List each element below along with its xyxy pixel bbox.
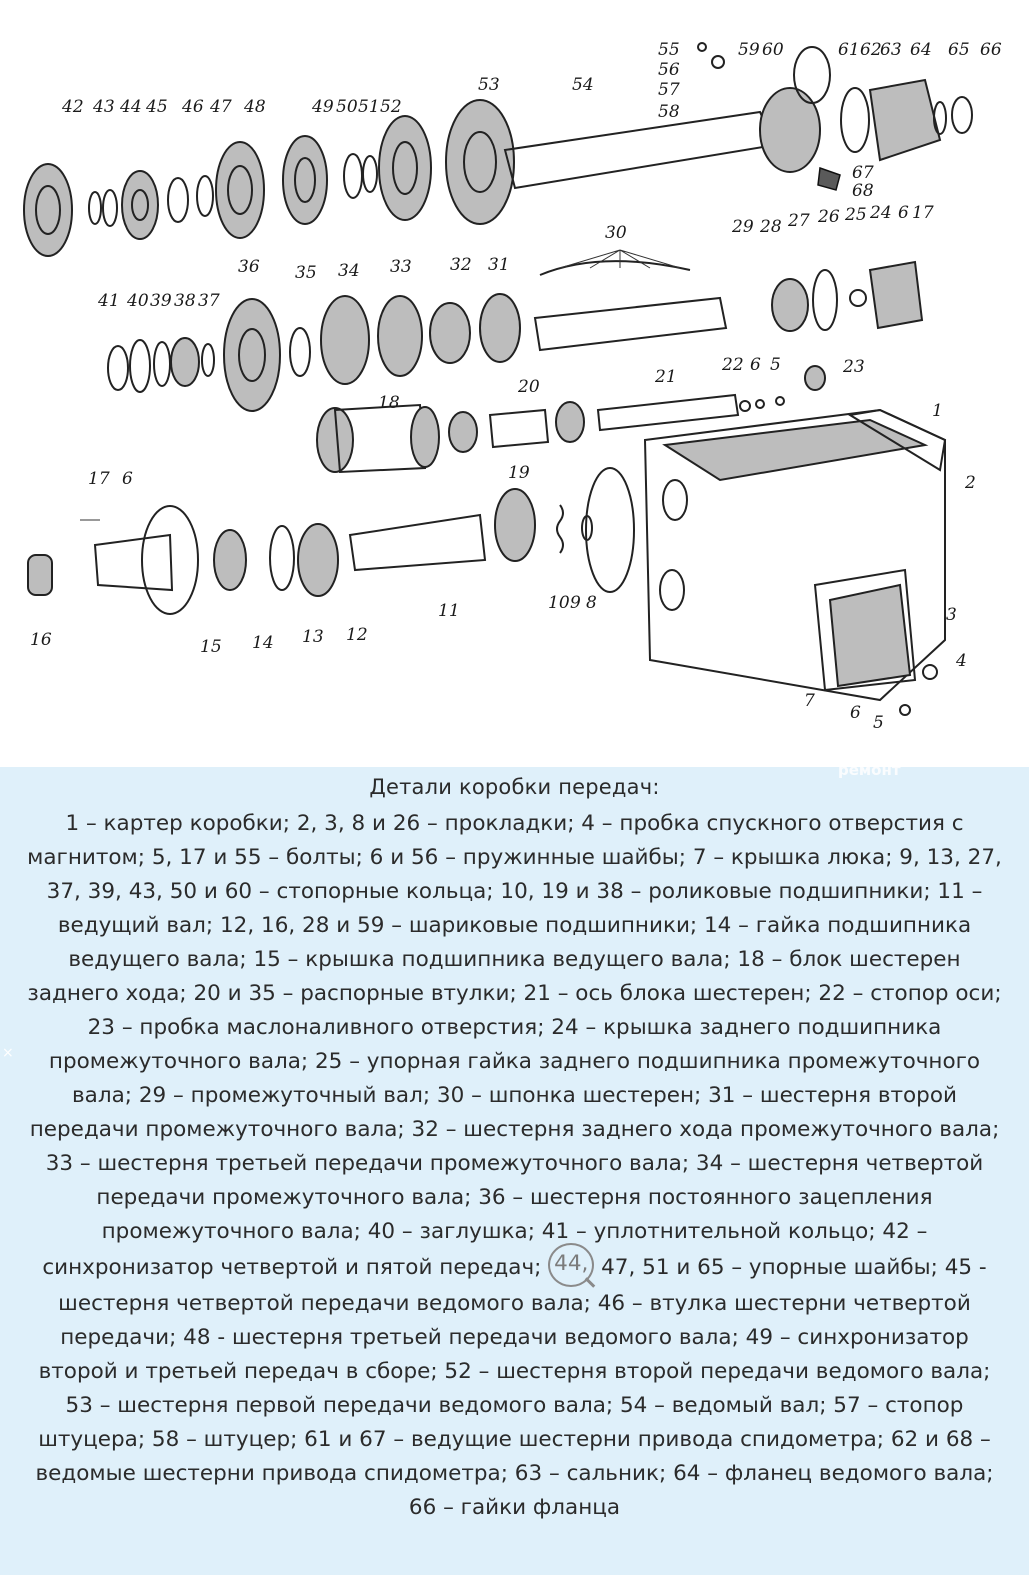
intermediate-shaft-row (108, 250, 922, 411)
gearbox-housing (645, 410, 945, 715)
label-61: 61 (838, 40, 860, 60)
label-44: 44 (120, 97, 142, 117)
label-6c: 6 (850, 703, 861, 723)
label-2: 2 (965, 473, 976, 493)
input-shaft-row (28, 468, 634, 614)
label-8: 8 (586, 593, 597, 613)
diagram-drawing (0, 0, 1029, 765)
label-63: 63 (880, 40, 902, 60)
label-20: 20 (518, 377, 540, 397)
label-14: 14 (252, 633, 274, 653)
label-38: 38 (174, 291, 196, 311)
label-28: 28 (760, 217, 782, 237)
label-49: 49 (312, 97, 334, 117)
label-16: 16 (30, 630, 52, 650)
label-45: 45 (146, 97, 168, 117)
label-6d: 6 (122, 469, 133, 489)
label-9: 9 (570, 593, 581, 613)
label-47: 47 (210, 97, 232, 117)
label-58: 58 (658, 102, 680, 122)
label-5b: 5 (873, 713, 884, 733)
label-32: 32 (450, 255, 472, 275)
label-10: 10 (548, 593, 570, 613)
label-68: 68 (852, 181, 874, 201)
label-48: 48 (244, 97, 266, 117)
label-21: 21 (655, 367, 677, 387)
label-11: 11 (438, 601, 460, 621)
label-3: 3 (946, 605, 957, 625)
label-29: 29 (732, 217, 754, 237)
label-6a: 6 (898, 203, 909, 223)
label-13: 13 (302, 627, 324, 647)
label-30: 30 (605, 223, 627, 243)
label-64: 64 (910, 40, 932, 60)
label-40: 40 (127, 291, 149, 311)
label-66: 66 (980, 40, 1002, 60)
label-41: 41 (98, 291, 120, 311)
label-7: 7 (804, 691, 815, 711)
caption-panel (0, 761, 1029, 1575)
label-12: 12 (346, 625, 368, 645)
label-17b: 17 (88, 469, 110, 489)
label-60: 60 (762, 40, 784, 60)
label-36: 36 (238, 257, 260, 277)
label-59: 59 (738, 40, 760, 60)
label-18: 18 (378, 393, 400, 413)
label-34: 34 (338, 261, 360, 281)
label-43: 43 (93, 97, 115, 117)
caption-title: Детали коробки передач: (369, 775, 660, 799)
label-51: 51 (358, 97, 380, 117)
label-4: 4 (956, 651, 967, 671)
label-33: 33 (390, 257, 412, 277)
label-54: 54 (572, 75, 594, 95)
label-50: 50 (336, 97, 358, 117)
label-26: 26 (818, 207, 840, 227)
label-19: 19 (508, 463, 530, 483)
label-52: 52 (380, 97, 402, 117)
caption-text-part1: 1 – картер коробки; 2, 3, 8 и 26 – прокладки; 4 – пробка спускного отверстия с магнитом; 5, 17 и 55 – болты; 6 и 56 – пружинные шайбы; 7 – крышка люка; 9, 13, 27, 37, 39, 43, 50 и 60 – стопорные кольца; 10, 19 и 38 – роликовые подшипники; 11 – ведущий вал; 12, 16, 28 и 59 – шариковые подшипники; 14 – гайка подшипника ведущего вала; 15 – крышка подшипника ведущего вала; 18 – блок шестерен заднего хода; 20 и 35 – распорные втулки; 21 – ось блока шестерен; 22 – стопор оси; 23 – пробка маслоналивного отверстия; 24 – крышка заднего подшипника промежуточного вала; 25 – упорная гайка заднего подшипника промежуточного вала; 29 – промежуточный вал; 30 – шпонка шестерен; 31 – шестерня второй передачи промежуточного вала; 32 – шестерня заднего хода промежуточного вала; 33 – шестерня третьей передачи промежуточного вала; 34 – шестерня четвертой передачи промежуточного вала; 36 – шестерня постоянного зацепления промежуточного вала; 40 – заглушка; 41 – уплотнительной кольцо; 42 – синхронизатор четвертой и пятой передач; (27, 811, 1002, 1280)
label-39: 39 (150, 291, 172, 311)
label-53: 53 (478, 75, 500, 95)
caption-body (22, 807, 1007, 1525)
label-1: 1 (932, 401, 943, 421)
label-23: 23 (843, 357, 865, 377)
label-57: 57 (658, 80, 680, 100)
label-22: 22 (722, 355, 744, 375)
watermark-text: ремонт (838, 761, 901, 779)
label-67: 67 (852, 163, 874, 183)
label-5a: 5 (770, 355, 781, 375)
close-icon[interactable]: × (2, 1045, 14, 1061)
label-25: 25 (845, 205, 867, 225)
label-24: 24 (870, 203, 892, 223)
label-46: 46 (182, 97, 204, 117)
label-65: 65 (948, 40, 970, 60)
label-6b: 6 (750, 355, 761, 375)
label-37: 37 (198, 291, 220, 311)
label-17a: 17 (912, 203, 934, 223)
label-31: 31 (488, 255, 510, 275)
label-27: 27 (788, 211, 810, 231)
label-15: 15 (200, 637, 222, 657)
gearbox-exploded-diagram (0, 0, 1029, 765)
label-42: 42 (62, 97, 84, 117)
magnifier-highlight: 44, (548, 1243, 594, 1287)
label-35: 35 (295, 263, 317, 283)
label-55: 55 (658, 40, 680, 60)
caption-text-part2: 47, 51 и 65 – упорные шайбы; 45 - шестерня четвертой передачи ведомого вала; 46 – втулка шестерни четвертой передачи; 48 - шестерня третьей передачи ведомого вала; 49 – синхронизатор второй и третьей передач в сборе; 52 – шестерня второй передачи ведомого вала; 53 – шестерня первой передачи ведомого вала; 54 – ведомый вал; 57 – стопор штуцера; 58 – штуцер; 61 и 67 – ведущие шестерни привода спидометра; 62 и 68 – ведомые шестерни привода спидометра; 63 – сальник; 64 – фланец ведомого вала; 66 – гайки фланца (35, 1255, 994, 1520)
label-56: 56 (658, 60, 680, 80)
label-62: 62 (860, 40, 882, 60)
